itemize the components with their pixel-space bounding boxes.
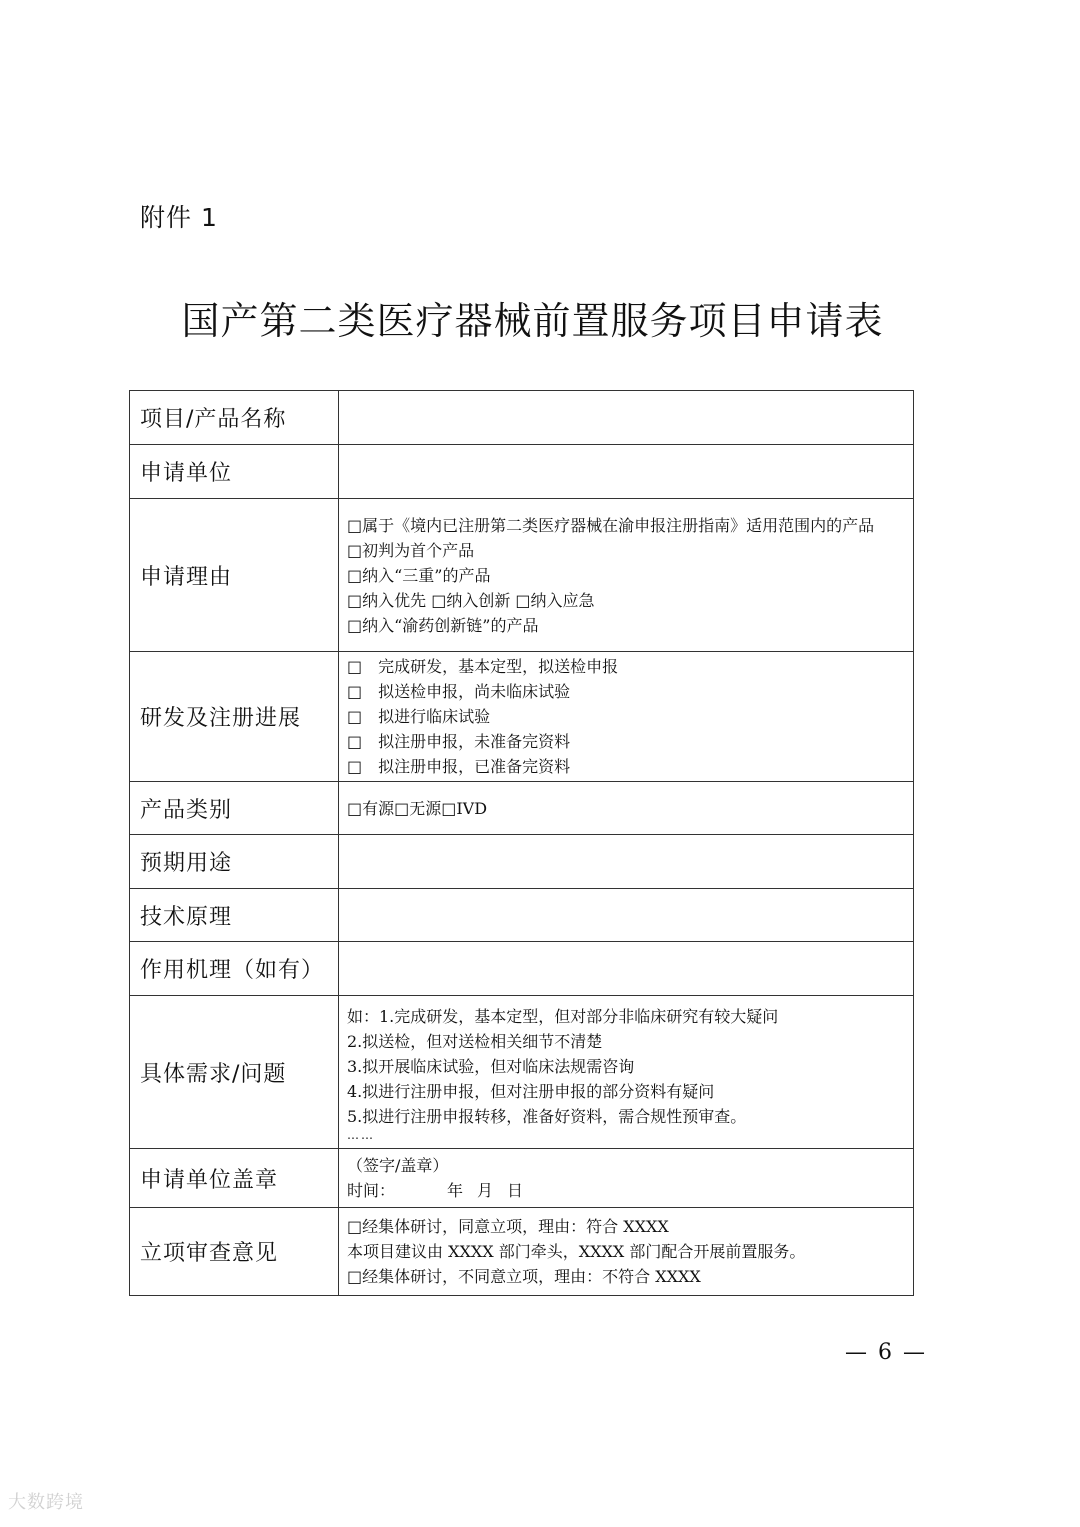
label-reason: 申请理由: [130, 499, 339, 652]
row-review: [130, 1208, 914, 1296]
label-intended-use: 预期用途: [130, 835, 339, 889]
row-technical-principle: [130, 889, 914, 942]
seal-month: 月: [477, 1181, 494, 1200]
seal-signature-hint: （签字/盖章）: [347, 1156, 449, 1175]
row-progress: [130, 652, 914, 782]
field-category: [339, 782, 914, 835]
progress-option-1[interactable]: □ 完成研发，基本定型，拟送检申报: [347, 657, 619, 676]
progress-option-5[interactable]: □ 拟注册申报，已准备完资料: [347, 757, 571, 776]
row-category: [130, 782, 914, 835]
row-seal: [130, 1149, 914, 1208]
review-lead-department: 本项目建议由 XXXX 部门牵头，XXXX 部门配合开展前置服务。: [347, 1242, 806, 1261]
seal-day: 日: [507, 1181, 524, 1200]
reason-option-guideline[interactable]: □属于《境内已注册第二类医疗器械在渝申报注册指南》适用范围内的产品: [347, 515, 875, 535]
label-progress: 研发及注册进展: [130, 652, 339, 782]
progress-option-4[interactable]: □ 拟注册申报，未准备完资料: [347, 732, 571, 751]
label-seal: 申请单位盖章: [130, 1149, 339, 1208]
row-applicant: [130, 445, 914, 499]
field-technical-principle[interactable]: [339, 889, 914, 942]
reason-option-priority-innovation-emergency[interactable]: □纳入优先 □纳入创新 □纳入应急: [347, 590, 595, 610]
progress-option-3[interactable]: □ 拟进行临床试验: [347, 707, 491, 726]
label-technical-principle: 技术原理: [130, 889, 339, 942]
field-reason: [339, 499, 914, 652]
watermark-logo: 大数跨境: [8, 1492, 84, 1513]
field-progress: [339, 652, 914, 782]
field-seal[interactable]: [339, 1149, 914, 1208]
attachment-label: 附件 1: [140, 203, 218, 232]
seal-year: 年: [447, 1181, 464, 1200]
label-mechanism: 作用机理（如有）: [130, 942, 339, 996]
seal-date-line: [347, 1178, 905, 1203]
needs-example-1: 如：1.完成研发，基本定型，但对部分非临床研究有较大疑问: [347, 1006, 779, 1026]
field-applicant[interactable]: [339, 445, 914, 499]
form-title: 国产第二类医疗器械前置服务项目申请表: [181, 299, 884, 343]
reason-option-first-product[interactable]: □初判为首个产品: [347, 540, 475, 560]
row-intended-use: [130, 835, 914, 889]
reason-option-innovation-chain[interactable]: □纳入“渝药创新链”的产品: [347, 615, 539, 635]
page-number: — 6 —: [845, 1340, 927, 1365]
row-reason: [130, 499, 914, 652]
label-review: 立项审查意见: [130, 1208, 339, 1296]
label-category: 产品类别: [130, 782, 339, 835]
needs-example-2: 2.拟送检，但对送检相关细节不清楚: [347, 1031, 603, 1051]
field-review: [339, 1208, 914, 1296]
label-needs: 具体需求/问题: [130, 996, 339, 1149]
row-needs: [130, 996, 914, 1149]
review-option-approve[interactable]: □经集体研讨，同意立项，理由：符合 XXXX: [347, 1217, 669, 1236]
review-option-reject[interactable]: □经集体研讨，不同意立项，理由：不符合 XXXX: [347, 1267, 701, 1286]
seal-time-label: 时间：: [347, 1181, 396, 1200]
field-needs[interactable]: [339, 996, 914, 1149]
needs-example-4: 4.拟进行注册申报，但对注册申报的部分资料有疑问: [347, 1081, 715, 1101]
row-mechanism: [130, 942, 914, 996]
needs-ellipsis: ……: [347, 1128, 375, 1141]
row-project-name: [130, 391, 914, 445]
reason-option-three-key[interactable]: □纳入“三重”的产品: [347, 565, 491, 585]
progress-option-2[interactable]: □ 拟送检申报，尚未临床试验: [347, 682, 571, 701]
field-project-name[interactable]: [339, 391, 914, 445]
application-form-table: [129, 390, 914, 1296]
category-options[interactable]: □有源□无源□IVD: [347, 798, 488, 818]
field-mechanism[interactable]: [339, 942, 914, 996]
needs-example-5: 5.拟进行注册申报转移，准备好资料，需合规性预审查。: [347, 1106, 747, 1126]
field-intended-use[interactable]: [339, 835, 914, 889]
label-applicant: 申请单位: [130, 445, 339, 499]
needs-example-3: 3.拟开展临床试验，但对临床法规需咨询: [347, 1056, 635, 1076]
label-project-name: 项目/产品名称: [130, 391, 339, 445]
